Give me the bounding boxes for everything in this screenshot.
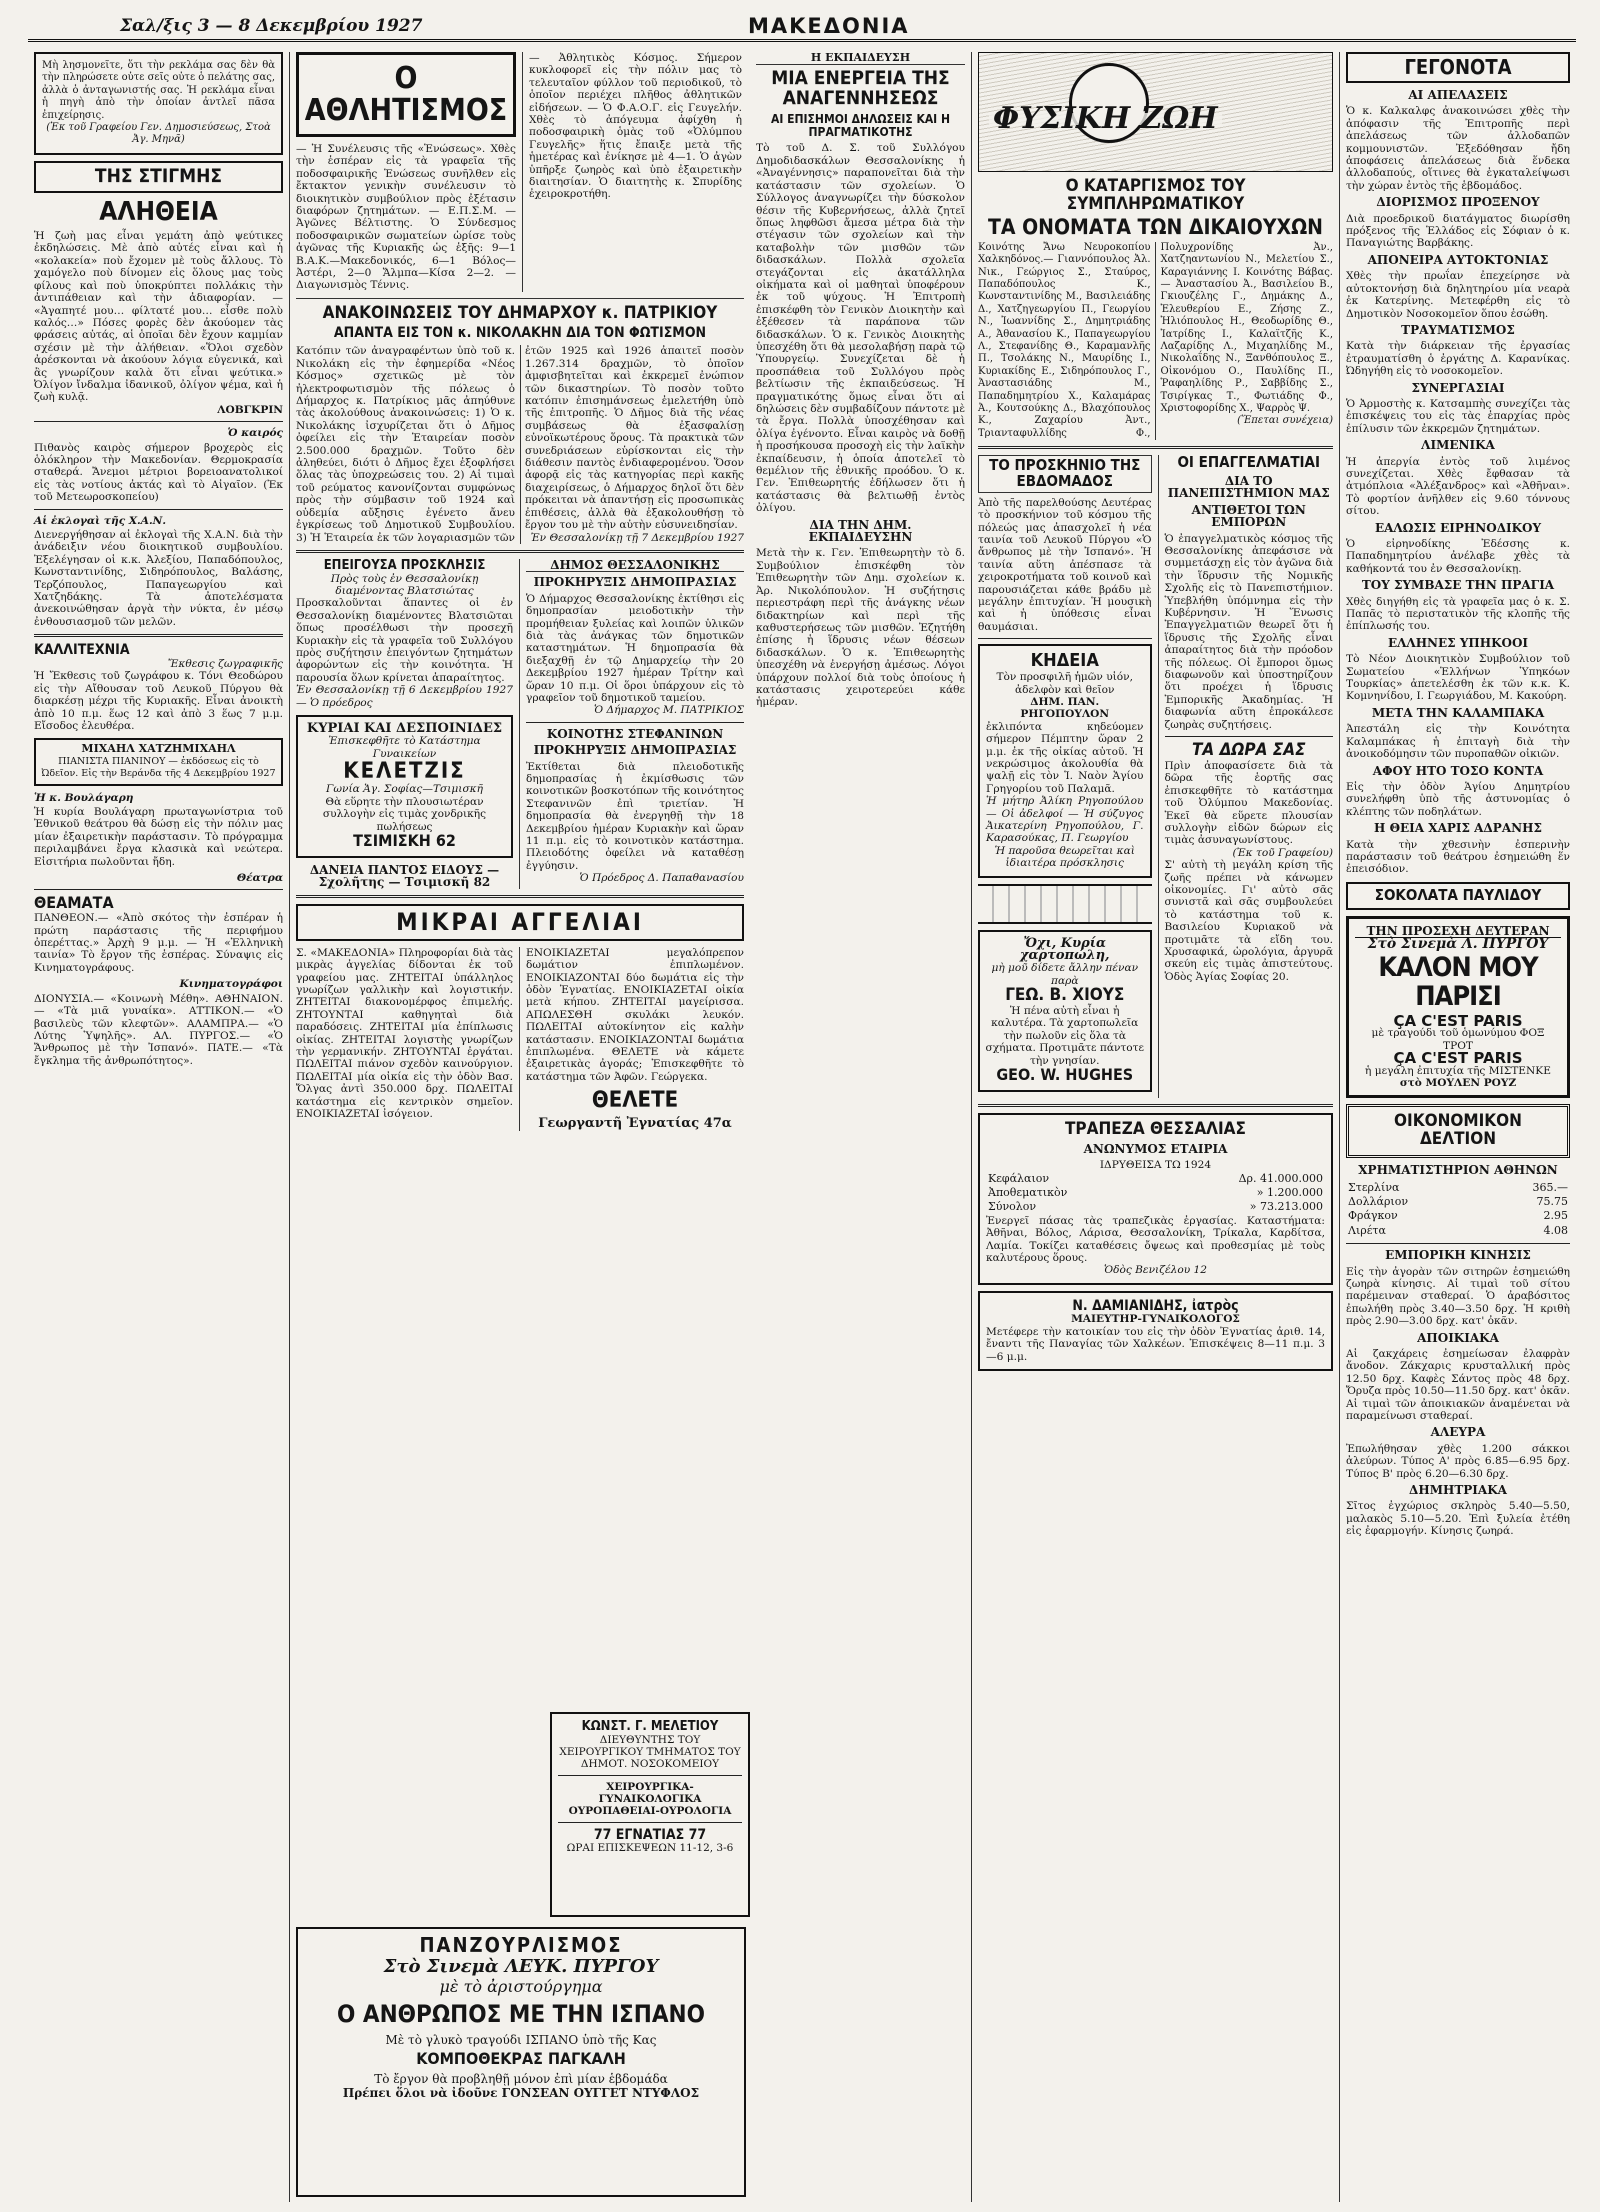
koin-title: ΚΟΙΝΟΤΗΣ ΣΤΕΦΑΝΙΝΩΝ bbox=[546, 726, 724, 741]
prosklisis-text: Προσκαλοῦνται ἅπαντες οἱ ἐν Θεσσαλονίκῃ διαμένοντες Βλατσιῶται ὅπως προσέλθωσι τὴν προσεχῆ Κυριακὴν εἰς τὰ γραφεῖα τοῦ Συλλόγου πρὸς συζήτησιν ἐπειγόντων ζητημάτων ἀφορώντων εἰς τὴν κοινότητα. Ἡ παρουσία ὅλων κρίνεται ἀπαραίτητος. bbox=[296, 597, 513, 684]
kyries-address-2: ΤΣΙΜΙΣΚΗ 62 bbox=[353, 830, 456, 850]
oikonomiko-title: ΟΙΚΟΝΟΜΙΚΟΝ ΔΕΛΤΙΟΝ bbox=[1346, 1104, 1570, 1158]
alitheia-signature: ΛΟΒΓΚΡΙΝ bbox=[217, 403, 283, 416]
dimitriaka-title: ΔΗΜΗΤΡΙΑΚΑ bbox=[1409, 1483, 1507, 1498]
kyries-address: Γωνία Ἁγ. Σοφίας—Τσιμισκῆ bbox=[326, 783, 483, 796]
sport-left-text: — Ἡ Συνέλευσις τῆς «Ἑνώσεως». Χθὲς τὴν ἑσπέραν εἰς τὰ γραφεῖα τῆς ποδοσφαιρικῆς Ἑνώσεως συνῆλθεν εἰς ἔκτακτον γενικὴν συνέλευσιν τὸ διοικητικὸν συμβούλιον πρὸς ἐξέτασιν διαφόρων ζητημάτων. — Ε.Π.Σ.Μ. — Ἀγῶνες Βέλτιστης. Ὁ Σύνδεσμος ποδοσφαιρικῶν σωματείων ὡρίσε τοὺς ἀγῶνας τῆς Κυριακῆς ὡς ἑξῆς: 9—1 Β.Α.Κ.—Μακεδονικός, 6—1 Βόλος—Ἀστέρι, 2—0 Ἄλμπα—Κίσα 2—2. — Διαγωνισμὸς Τέννις. bbox=[296, 143, 516, 292]
ekpaid-subtitle: ΑΙ ΕΠΙΣΗΜΟΙ ΔΗΛΩΣΕΙΣ ΚΑΙ Η ΠΡΑΓΜΑΤΙΚΟΤΗΣ bbox=[770, 112, 950, 139]
dikaiouxoi-subtitle: ΤΑ ΟΝΟΜΑΤΑ ΤΩΝ ΔΙΚΑΙΟΥΧΩΝ bbox=[988, 214, 1323, 239]
table-cell-value: Δρ. 41.000.000 bbox=[1238, 1171, 1323, 1185]
col4-lower-right bbox=[1158, 455, 1334, 1098]
table-cell-label: Ἀποθεματικὸν bbox=[988, 1185, 1068, 1199]
cinema-ad-line-5: Πρέπει ὅλοι νὰ ἰδοῦνε ΓΟΝΣΕΑΝ ΟΥΓΓΕΤ ΝΤΥΦΛΟΣ bbox=[342, 2085, 700, 2100]
gegonota-item-text: Ὁ κ. Καλκαλφς ἀνακοινώσει χθὲς τὴν ἀπόφασιν τῆς Ἐπιτροπῆς περὶ ἀπελάσεως τῶν ἀλλοδαπῶν κομμουνιστῶν. Ἐξεδόθησαν ἤδη ἀποφάσεις ἀπελάσεως διὰ ἕνδεκα ἀλλοδαπούς, οἵτινες θὰ ἐγκαταλείψωσι τὴν χώραν ἐντὸς τῆς ἑβδομάδος. bbox=[1346, 105, 1570, 192]
column-1 bbox=[28, 52, 290, 2202]
table-cell-label: Σύνολον bbox=[988, 1200, 1037, 1214]
doctor-address: 77 ΕΓΝΑΤΙΑΣ 77 bbox=[593, 1826, 707, 1843]
prosklisis-subtitle: Πρὸς τοὺς ἐν Θεσσαλονίκῃ διαμένοντας Βλατσιώτας bbox=[330, 572, 479, 597]
table-row bbox=[1346, 1209, 1570, 1223]
proskinio-text: Ἀπὸ τῆς παρελθούσης Δευτέρας τὸ προσκήνιον τοῦ κόσμου τῆς πόλεώς μας ἀπασχολεῖ ἡ νέα ταινία τοῦ Λευκοῦ Πύργου «Ὁ ἄνθρωπος μὲ τὴν Ἰσπανό». Ἡ ταινία αὕτη ἀπέσπασε τὰ χειροκροτήματα τοῦ κοινοῦ καὶ παρουσιάζεται κάθε βράδυ μὲ μεγάλην ἐπιτυχίαν. Ἡ μουσικὴ καὶ ἡ ὑπόθεσις εἶναι θαυμάσιαι. bbox=[978, 496, 1152, 633]
gegonota-item-title: ΜΕΤΑ ΤΗΝ ΚΑΛΑΜΠΑΚΑ bbox=[1371, 705, 1545, 720]
table-row bbox=[986, 1186, 1325, 1200]
sport-section bbox=[296, 52, 744, 299]
alitheia-text: Ἡ ζωὴ μας εἶναι γεμάτη ἀπὸ ψεύτικες ἐκδηλώσεις. Μὲ ἀπὸ αὐτές εἶναι καὶ ἡ «κολακεία» ποὺ ἔχομεν μὲ τοὺς ἄλλους. Τὸ χαμόγελο ποὺ δίνομεν εἰς ὅλους μας τοὺς φίλους καὶ ποὺ ὑποκρύπτει πολλάκις τὴν ἀντιπάθειαν καὶ τὴν ἀδιαφορίαν. — «Ἀγαπητέ μου… φίλτατέ μου… εἶσθε πολὺ καλός…» Πόσες φορὲς δὲν ἀκούομεν τὰς φράσεις αὐτάς, αἱ ὁποῖαι δὲν ἔχουν καμμίαν σχέσιν μὲ τὴν ἀλήθειαν. «Ὅλοι σχεδὸν ἀρέσκονται νὰ ἀκούουν λόγια εὐγενικά, καὶ ἂς γνωρίζουν καλὰ ὅτι εἶναι ψεύτικα.» Ὀλίγον ἴνδαλμα ἰδανικοῦ, ὀλίγον ψέμα, καὶ ἡ ζωὴ κυλᾷ. bbox=[34, 230, 283, 404]
kideia-family: Ἡ μήτηρ Ἀλίκη Ρηγοπούλου — Οἱ ἀδελφοί — Ἡ σύζυγος Ἀικατερίνη Ρηγοπούλου, Γ. Καρασούκας, Π. Γεωργίου bbox=[986, 795, 1144, 845]
ekpaid-text-2: Μετὰ τὴν κ. Γεν. Ἐπιθεωρητὴν τὸ δ. Συμβούλιον ἐπισκέφθη τὸν Ἐπιθεωρητὴν τῶν Δημ. σχολείων κ. Ἀρ. Νικολόπουλον. Ἡ συζήτησις περιεστράφη περὶ τῆς ἀνάγκης νέων διδακτηρίων καὶ περὶ τῆς καθυστερήσεως τῶν μισθῶν. Ἐζητήθη ἐπίσης ἡ ἵδρυσις νέων θέσεων διδασκάλων. Ὁ κ. Ἐπιθεωρητὴς ὑπεσχέθη νὰ ἐνεργήσῃ ἀμέσως. Λόγοι ὑπάρχουν πολλοί διὰ τοὺς ὁποίους ἡ κατάστασις χειροτερεύει κάθε ἡμέραν. bbox=[756, 547, 965, 709]
pyrgos-ad bbox=[1346, 916, 1570, 1099]
dimitriaka-text: Σῖτος ἐγχώριος σκληρὸς 5.40—5.50, μαλακὸς 5.10—5.20. Ἐπὶ ξυλεία ἐτέθη εἰς ἐφαρμογήν. Κίνησις ζωηρά. bbox=[1346, 1500, 1570, 1538]
xartop-title: Ὄχι, Κυρία χαρτοπώλη, bbox=[1019, 935, 1110, 963]
fysiki-zoi-banner bbox=[978, 52, 1333, 172]
cinema-ad-line-2: μὲ τὸ ἀριστούργημα bbox=[439, 1977, 603, 1996]
cinema-list: ΔΙΟΝΥΣΙΑ.— «Κοινωνὴ Μέθη». ΑΘΗΝΑΙΟΝ.— «Τὰ μιᾶ γυναίκα». ΑΤΤΙΚΟΝ.— «Ὁ βασιλεὺς τῶν κλεφτῶν». ΑΛΑΜΠΡΑ.— «Ὁ Λύτης Ὑψηλῆς». ΑΛ. ΠΥΡΓΟΣ.— «Ὁ Ἄνθρωπος μὲ τὴν Ἰσπανό». ΠΑΤΕ.— «Τὰ ἔγκλημα τῆς ἀνθρωπότητος». bbox=[34, 992, 283, 1067]
dora-source: (Ἐκ τοῦ Γραφείου) bbox=[1232, 846, 1333, 859]
damianidis-ad bbox=[978, 1291, 1333, 1371]
dora-text-2: Σ' αὐτὴ τὴ μεγάλη κρίση τῆς ζωῆς πρέπει νὰ κάνωμεν οἰκονομίες. Γι' αὐτὸ σᾶς συνιστᾶ καὶ σᾶς συμβουλεύει τὸ κατάστημα τοῦ κ. Βασιλείου Κυριακοῦ νὰ προτιμᾶτε τὰ εἴδη του. Χρυσαφικά, ὡρολόγια, ἀργυρᾶ σκεύη εἰς τιμὰς ἀπιστεύτους. Ὁδὸς Ἁγίας Σοφίας 20. bbox=[1164, 859, 1333, 983]
gegonota-item-text: Ὁ Ἀρμοστὴς κ. Κατσαμπὴς συνεχίζει τὰς ἐπισκέψεις του εἰς τὰς ἐπαρχίας πρὸς ἐπίλυσιν τῶν ἐκκρεμῶν ζητημάτων. bbox=[1346, 397, 1570, 435]
gegonota-item-text: Εἰς τὴν ὁδὸν Ἁγίου Δημητρίου συνελήφθη ὑπὸ τῆς ἀστυνομίας ὁ κλέπτης τῶν ποδηλάτων. bbox=[1346, 780, 1570, 818]
daneia-ad: ΔΑΝΕΙΑ ΠΑΝΤΟΣ ΕΙΔΟΥΣ — Σχολῆτης — Τσιμισκῆ 82 bbox=[309, 862, 500, 890]
recital-ad bbox=[34, 738, 283, 785]
cinema-ad-line-4: Τὸ ἔργον θὰ προβληθῇ μόνον ἐπὶ μίαν ἑβδομάδα bbox=[374, 2071, 668, 2086]
doctor-name: ΚΩΝΣΤ. Γ. ΜΕΛΕΤΙΟΥ bbox=[581, 1719, 719, 1734]
epagg-subtitle-2: ΑΝΤΙΘΕΤΟΙ ΤΩΝ ΕΜΠΟΡΩΝ bbox=[1191, 502, 1306, 530]
kideia-name: ΔΗΜ. ΠΑΝ. ΡΗΓΟΠΟΥΛΟΝ bbox=[1020, 695, 1110, 721]
theatro-subtitle: Θέατρα bbox=[236, 872, 283, 885]
col4-lower bbox=[978, 455, 1333, 1098]
cinema-ad bbox=[296, 1927, 746, 2197]
cinema-ad-title: ΠΑΝΖΟΥΡΛΙΣΜΟΣ bbox=[419, 1933, 623, 1957]
trapeza-ad bbox=[978, 1113, 1333, 1285]
gegonota-item-text: Κατὰ τὴν διάρκειαν τῆς ἐργασίας ἐτραυματίσθη ὁ ἐργάτης Δ. Καρανίκας. Ὠδηγήθη εἰς τὸ νοσοκομεῖον. bbox=[1346, 340, 1570, 378]
table-cell-value: 365.— bbox=[1532, 1180, 1568, 1194]
doctor-line-3: ΟΥΡΟΠΑΘΕΙΑΙ-ΟΥΡΟΛΟΓΙΑ bbox=[568, 1804, 732, 1817]
dikaiouxoi-cont: (Ἕπεται συνέχεια) bbox=[1237, 415, 1333, 427]
sport-title: Ο ΑΘΛΗΤΙΣΜΟΣ bbox=[296, 52, 516, 137]
xartop-subtitle: μὴ μοῦ δίδετε ἄλλην πέναν παρὰ bbox=[991, 962, 1139, 987]
damianidis-text: Μετέφερε τὴν κατοικίαν του εἰς τὴν ὁδὸν Ἐγνατίας ἀριθ. 14, ἔναντι τῆς Παναγίας τῶν Χαλκέων. Ἐπισκέψεις 8—11 π.μ. 3—6 μ.μ. bbox=[986, 1325, 1325, 1363]
table-row bbox=[986, 1200, 1325, 1214]
theamata-title: ΘΕΑΜΑΤΑ bbox=[34, 893, 114, 913]
dora-title: ΤΑ ΔΩΡΑ ΣΑΣ bbox=[1191, 740, 1306, 761]
trapeza-address: Ὁδὸς Βενιζέλου 12 bbox=[1103, 1264, 1208, 1277]
notices-left bbox=[296, 559, 513, 889]
notices-row bbox=[296, 559, 744, 889]
sport-right-text: — Ἀθλητικὸς Κόσμος. Σήμερον κυκλοφορεῖ εἰς τὴν πόλιν μας τὸ τελευταῖον φύλλον τοῦ περιοδικοῦ, τὸ ὁποῖον περιέχει πλῆθος ἀθλητικῶν εἰδήσεων. — Ὁ Φ.Α.Ο.Γ. εἰς Γευγελήν. Χθὲς τὸ ἀπόγευμα ἀφίχθη ἡ ποδοσφαιρικὴ ὁμὰς τοῦ «Ὀλύμπου Γευγελῆς» ἥτις ἔπαιξε μετὰ τῆς ἡμετέρας καὶ ἐνίκησε μὲ 4—1. Ὁ ἀγὼν ὑπῆρξε ζωηρὸς καὶ ὑπὸ ἐξαιρετικὴν διαιτησίαν. Ὁ διαιτητὴς κ. Σπυρίδης ἐχειροκροτήθη. bbox=[529, 52, 742, 201]
dimos-title: ΔΗΜΟΣ ΘΕΣΣΑΛΟΝΙΚΗΣ bbox=[526, 559, 744, 572]
cinema-ad-line-1: Στὸ Σινεμὰ ΛΕΥΚ. ΠΥΡΓΟΥ bbox=[383, 1956, 659, 1977]
kideia-notice bbox=[978, 644, 1152, 877]
newspaper-page bbox=[28, 12, 1576, 2202]
table-cell-value: » 1.200.000 bbox=[1256, 1185, 1323, 1199]
col4-lower-left bbox=[978, 455, 1152, 1098]
kyries-name: ΚΕΛΕΤΖΙΣ bbox=[343, 759, 466, 785]
cinema-ad-singer: ΚΟΜΠΟΘΕΚΡΑΣ ΠΑΓΚΑΛΗ bbox=[416, 2049, 626, 2069]
alevra-text: Ἐπωλήθησαν χθὲς 1.200 σάκκοι ἀλεύρων. Τύπος Α' πρὸς 6.85—6.95 δρχ. Τύπος Β' πρὸς 6.20—6.30 δρχ. bbox=[1346, 1442, 1570, 1480]
ekpaid-title: ΜΙΑ ΕΝΕΡΓΕΙΑ ΤΗΣ ΑΝΑΓΕΝΝΗΣΕΩΣ bbox=[771, 67, 950, 110]
symplirom-headline: Ο ΚΑΤΑΡΓΙΣΜΟΣ ΤΟΥ ΣΥΜΠΛΗΡΩΜΑΤΙΚΟΥ bbox=[1065, 176, 1246, 214]
gegonota-title: ΓΕΓΟΝΟΤΑ bbox=[1346, 52, 1570, 83]
newspaper-title: ΜΑΚΕΔΟΝΙΑ bbox=[748, 14, 910, 38]
recital-name: ΜΙΧΑΗΛ ΧΑΤΖΗΜΙΧΑΗΛ bbox=[81, 742, 236, 756]
dora-text: Πρὶν ἀποφασίσετε διὰ τὰ δῶρα τῆς ἑορτῆς σας ἐπισκεφθῆτε τὸ κατάστημα τοῦ Ὀλύμπου Μακεδονίας. Ἐκεῖ θὰ εὕρετε πλουσίαν συλλογὴν εἰδῶν δώρων εἰς τιμὰς ἀσυναγωνίστους. bbox=[1164, 759, 1333, 847]
kinimatografoi-title: Κινηματογράφοι bbox=[179, 978, 283, 991]
gegonota-item-text: Κατὰ τὴν χθεσινὴν ἐσπερινὴν παράστασιν τοῦ θεάτρου ἐσημειώθη ἕν ἐπεισόδιον. bbox=[1346, 838, 1570, 876]
issue-date: Σαλ/ξις 3 — 8 Δεκεμβρίου 1927 bbox=[120, 16, 423, 36]
georg-ad: Γεωργαντῆ Ἐγνατίας 47α bbox=[538, 1116, 732, 1132]
exchange-rates-table bbox=[1346, 1181, 1570, 1239]
cinema-ad-film: Ο ΑΝΘΡΩΠΟΣ ΜΕ ΤΗΝ ΙΣΠΑΝΟ bbox=[337, 2000, 705, 2028]
gegonota-item-title: Η ΘΕΙΑ ΧΑΡΙΣ ΑΔΡΑΝΗΣ bbox=[1374, 821, 1542, 836]
kideia-subtitle: Τὸν προσφιλῆ ἡμῶν υἱόν, ἀδελφὸν καὶ θεῖον bbox=[996, 671, 1133, 696]
quote-box bbox=[34, 52, 283, 155]
table-row bbox=[1346, 1181, 1570, 1195]
table-cell-value: » 73.213.000 bbox=[1249, 1200, 1323, 1214]
trapeza-title: ΤΡΑΠΕΖΑ ΘΕΣΣΑΛΙΑΣ bbox=[1065, 1118, 1246, 1139]
xan-title: Αἱ ἐκλογαὶ τῆς Χ.Α.Ν. bbox=[34, 514, 167, 527]
damianidis-name: Ν. ΔΑΜΙΑΝΙΔΗΣ, ἰατρὸς bbox=[1072, 1297, 1239, 1314]
notices-right bbox=[519, 559, 744, 889]
koin-signature: Ὁ Πρόεδρος Δ. Παπαθανασίου bbox=[579, 872, 744, 885]
prosklisis-title: ΕΠΕΙΓΟΥΣΑ ΠΡΟΣΚΛΗΣΙΣ bbox=[323, 557, 486, 573]
pyrgos-line-3: μὲ τραγούδι τοῦ ὁμωνύμου ΦΟΞ ΤΡΟΤ bbox=[1371, 1027, 1545, 1052]
xan-text: Διενεργήθησαν αἱ ἐκλογαὶ τῆς Χ.Α.Ν. διὰ τὴν ἀνάδειξιν νέου διοικητικοῦ συμβουλίου. Ἐξελέγησαν οἱ κ.κ. Ἀλεξίου, Παπαδόπουλος, Κωνσταντινίδης, Σιδηρόπουλος, Βαλάσης, Τερζόπουλος, Παπαγεωργίου καὶ Χατζηδάκης. Τὰ ἀποτελέσματα ἀνεκοινώθησαν ἀργὰ τὴν νύκτα, ἐν μέσῳ ἐνθουσιασμοῦ τῶν μελῶν. bbox=[34, 529, 283, 628]
mayor-text: Κατόπιν τῶν ἀναγραφέντων ὑπὸ τοῦ κ. Νικολάκη εἰς τὴν ἐφημερίδα «Νέος Κόσμος» σχετικῶς μὲ τὸν ἠλεκτροφωτισμὸν τῆς πόλεως ὁ Δήμαρχος κ. Πατρίκιος μᾶς ἀπηύθυνε τὰς ἀκολούθους ἀνακοινώσεις: 1) Ὁ κ. Νικολάκης ἰσχυρίζεται ὅτι ὁ Δῆμος ὀφείλει εἰς τὴν Ἑταιρείαν ποσὸν 2.500.000 δραχμῶν. Τοῦτο δὲν ἀληθεύει, διότι ὁ Δῆμος ἔχει ἐξοφλήσει ὅλας τὰς ὑποχρεώσεις του. 2) Αἱ τιμαὶ τοῦ ρεύματος κανονίζονται συμφώνως πρὸς τὴν σύμβασιν τοῦ 1924 καὶ οὐδεμία αὔξησις ἐγένετο ἄνευ ἐγκρίσεως τοῦ Δημοτικοῦ Συμβουλίου. 3) Ἡ Ἑταιρεία ἐκ τῶν λογαριασμῶν τῶν ἐτῶν 1925 καὶ 1926 ἀπαιτεῖ ποσὸν 1.267.314 δραχμῶν, τὸ ὁποῖον ἀμφισβητεῖται καὶ ἐκκρεμεῖ ἐνώπιον τῶν δικαστηρίων. Τὸ ποσὸν τοῦτο κατόπιν ἐπισημάνσεως ἐμελετήθη ὑπὸ τῆς ἐπιτροπῆς. Ὁ Δῆμος διὰ τῆς νέας συμβάσεως θὰ ἐξασφαλίσῃ εὐνοϊκωτέρους ὅρους. Τὰ πρακτικὰ τῶν συνεδριάσεων εὑρίσκονται εἰς τὴν διάθεσιν παντὸς ἐνδιαφερομένου. Ὅσον ἀφορᾷ εἰς τὰς κατηγορίας περὶ κακῆς διαχειρίσεως, ὁ Δήμαρχος δηλοῖ ὅτι δὲν πρόκειται νὰ ἀπαντήσῃ εἰς προσωπικὰς ἐπιθέσεις, ἀλλὰ θὰ ἐξακολουθήσῃ τὸ ἔργον του μὲ τὴν αὐτὴν εὐσυνειδησίαν. bbox=[296, 345, 744, 544]
mikres-left: Σ. «ΜΑΚΕΔΟΝΙΑ» Πληροφορίαι διὰ τὰς μικρὰς ἀγγελίας δίδονται ἐκ τοῦ γραφείου μας. ΖΗΤΕΙΤΑΙ ὑπάλληλος γνωρίζων γαλλικὴν καὶ λογιστικήν. ΖΗΤΕΙΤΑΙ διακονομέρφος ἐπιμελής. ΖΗΤΟΥΝΤΑΙ καθηγηταὶ διὰ παραδόσεις. ΖΗΤΕΙΤΑΙ μία ἐπίπλωσις οἰκίας. ΖΗΤΕΙΤΑΙ λογιστὴς γνωρίζων τὴν γερμανικήν. ΖΗΤΟΥΝΤΑΙ ἐργάται. ΠΩΛΕΙΤΑΙ πιάνον σχεδὸν καινούργιον. ΠΩΛΕΙΤΑΙ μία οἰκία εἰς τὴν ὁδὸν Βασ. Ὄλγας ἀντὶ 350.000 δρχ. ΠΩΛΕΙΤΑΙ κατάστημα εἰς κεντρικὸν σημεῖον. ΕΝΟΙΚΙΑΖΕΤΑΙ ἰσόγειον. bbox=[296, 946, 513, 1121]
xartop-brand-2: GEO. W. HUGHES bbox=[996, 1065, 1134, 1085]
mikres-right bbox=[519, 947, 744, 1131]
kyries-text: Θὰ εὕρητε τὴν πλουσιωτέραν συλλογὴν εἰς τιμὰς χονδρικῆς πωλήσεως bbox=[322, 795, 487, 833]
kyries-ad bbox=[296, 715, 513, 858]
column-5 bbox=[1340, 52, 1576, 2202]
alitheia-title: ΑΛΗΘΕΙΑ bbox=[99, 196, 218, 227]
recital-text: ΠΙΑΝΙΣΤΑ ΠΙΑΝΙΝΟΥ — ἐκδόσεως εἰς τὸ Ὠδεῖον. Εἰς τὴν Βεράνδα τῆς 4 Δεκεμβρίου 1927 bbox=[41, 755, 276, 780]
doctor-line-1: ΔΙΕΥΘΥΝΤΗΣ ΤΟΥ ΧΕΙΡΟΥΡΓΙΚΟΥ ΤΜΗΜΑΤΟΣ ΤΟΥ ΔΗΜΟΤ. ΝΟΣΟΚΟΜΕΙΟΥ bbox=[559, 1733, 741, 1770]
epagg-title: ΟΙ ΕΠΑΓΓΕΛΜΑΤΙΑΙ bbox=[1177, 453, 1321, 472]
emporiki-title: ΕΜΠΟΡΙΚΗ ΚΙΝΗΣΙΣ bbox=[1385, 1248, 1531, 1263]
kallitexnia-subtitle: Ἔκθεσις ζωγραφικῆς bbox=[167, 657, 283, 670]
dikaiouxoi-text: Κοινότης Ἄνω Νευροκοπίου Χαλκηδόνος.— Γιαννόπουλος Ἀλ. Νικ., Γεώργιος Σ., Σταύρος, Παπαδόπουλος Κ., Κωνσταντινίδης Μ., Βασιλειάδης Δ., Χατζηγεωργίου Π., Γεωργίου Ν., Ἰωαννίδης Σ., Δημητριάδης Α., Ἀθανασίου Κ., Παπαγεωργίου Λ., Στεφανίδης Θ., Καραμανλῆς Π., Τσολάκης Ν., Μαυρίδης Ι., Κυριακίδης Ε., Σιδηρόπουλος Γ., Ἀναστασιάδης Μ., Παπαδημητρίου Χ., Καλαμάρας Ἀ., Κουτσούκης Δ., Βλαχόπουλος Κ., Ζαχαρίου Ἀντ., Τριανταφυλλίδης Φ., Πολυχρονίδης Ἀν., Χατζηαντωνίου Ν., Μελετίου Σ., Καραγιάννης Ι. Κοινότης Βάβας.— Ἀναστασίου Ἀ., Βασιλείου Β., Γκιουζέλης Γ., Δημάκης Δ., Ἐλευθερίου Ε., Ζήσης Ζ., Ἠλιόπουλος Η., Θεοδωρίδης Θ., Ἰατρίδης Ι., Καλαϊτζῆς Κ., Λαζαρίδης Λ., Μιχαηλίδης Μ., Νικολαΐδης Ν., Ξανθόπουλος Ξ., Οἰκονόμου Ο., Παυλίδης Π., Ῥαφαηλίδης Ρ., Σαββίδης Σ., Τσιρίγκας Τ., Φωτιάδης Φ., Χριστοφορίδης Χ., Ψαρρὸς Ψ. bbox=[978, 241, 1333, 439]
cinema-ad-line-3: Μὲ τὸ γλυκὸ τραγούδι ΙΣΠΑΝΟ ὑπὸ τῆς Κας bbox=[385, 2033, 657, 2048]
theamata-text: ΠΑΝΘΕΟΝ.— «Ἀπὸ σκότος τὴν ἐσπέραν ἡ πρώτη παράστασις τῆς περιφήμου ὀπερέττας.» Ἀρχὴ 9 μ.μ. — Ἡ «Ἑλληνικὴ ταινία» Τὸ ἔργον τῆς ἑσπέρας. Σύναψις εἰς Κινηματογράφους. bbox=[34, 912, 283, 974]
column-3 bbox=[750, 52, 972, 2202]
dimos-text: Ὁ Δήμαρχος Θεσσαλονίκης ἐκτίθησι εἰς δημοπρασίαν μειοδοτικὴν τὴν προμήθειαν ξυλείας καὶ λοιπῶν ὑλικῶν διὰ τὰς ἀνάγκας τῶν δημοτικῶν καταστημάτων. Ἡ δημοπρασία θὰ διεξαχθῇ ἐν τῷ Δημαρχείῳ τὴν 20 Δεκεμβρίου 1927 ἡμέραν Τρίτην καὶ ὥραν 10 π.μ. Οἱ ὅροι ὑπάρχουν εἰς τὸ γραφεῖον τοῦ δημοτικοῦ ταμείου. bbox=[526, 592, 744, 704]
trapeza-subtitle: ΑΝΩΝΥΜΟΣ ΕΤΑΙΡΙΑ bbox=[1083, 1141, 1228, 1156]
pyrgos-line-1: ΤΗΝ ΠΡΟΣΕΧΗ ΔΕΥΤΕΡΑΝ bbox=[1355, 925, 1561, 938]
dimos-signature: Ὁ Δήμαρχος Μ. ΠΑΤΡΙΚΙΟΣ bbox=[594, 704, 744, 717]
gegonota-item-text: Ἡ ἀπεργία ἐντὸς τοῦ λιμένος συνεχίζεται. Χθὲς ἔφθασαν τὰ ἀτμόπλοια «Ἀλέξανδρος» καὶ «Ἀθῆναι». Τὸ φορτίον ἀνῆλθεν εἰς 9.60 τόννους σίτου. bbox=[1346, 455, 1570, 518]
dikaiouxoi-body bbox=[978, 242, 1333, 441]
kallitexnia-text: Ἡ Ἔκθεσις τοῦ ζωγράφου κ. Τόνι Θεοδώρου εἰς τὴν Αἴθουσαν τοῦ Λευκοῦ Πύργου θὰ διαρκέσῃ μέχρι τῆς Κυριακῆς. Εἶναι ἀνοικτὴ ἀπὸ 10 π.μ. ἕως 12 καὶ ἀπὸ 3 ἕως 7 μ.μ. Εἴσοδος ἐλευθέρα. bbox=[34, 670, 283, 732]
table-row bbox=[1346, 1224, 1570, 1238]
gegonota-item-text: Διὰ προεδρικοῦ διατάγματος διωρίσθη πρόξενος τῆς Ἑλλάδος εἰς Σόφιαν ὁ κ. Παναγιώτης Βαρβάκης. bbox=[1346, 212, 1570, 250]
proskinio-title: ΤΟ ΠΡΟΣΚΗΝΙΟ ΤΗΣ ΕΒΔΟΜΑΔΟΣ bbox=[978, 455, 1152, 493]
mayor-title: ΑΝΑΚΟΙΝΩΣΕΙΣ ΤΟΥ ΔΗΜΑΡΧΟΥ κ. ΠΑΤΡΙΚΙΟΥ bbox=[322, 302, 718, 323]
epagg-text: Ὁ ἐπαγγελματικὸς κόσμος τῆς Θεσσαλονίκης ἀπεφάσισε νὰ συμμετάσχῃ εἰς τὸν ἀγῶνα διὰ τὴν ἵδρυσιν τῆς Νομικῆς Σχολῆς εἰς τὸ Πανεπιστήμιον. Ὑπεβλήθη ὑπόμνημα εἰς τὴν Κυβέρνησιν. Ἡ Ἕνωσις Ἐπαγγελματιῶν θεωρεῖ ὅτι ἡ ἵδρυσις τῆς Σχολῆς εἶναι ἀπαραίτητος διὰ τὴν πρόοδον τῆς πόλεως. Οἱ ἔμποροι ὅμως διαφωνοῦν καὶ ὑποστηρίζουν ὅτι προέχει ἡ ἵδρυσις Ἐμπορικῆς Ἀκαδημίας. Ἡ διαφωνία αὕτη ἐπροκάλεσε ζωηρὰς συζητήσεις. bbox=[1164, 532, 1333, 731]
mikres-title: ΜΙΚΡΑΙ ΑΓΓΕΛΙΑΙ bbox=[296, 904, 744, 941]
kideia-note: Ἡ παροῦσα θεωρεῖται καὶ ἰδιαιτέρα πρόσκλησις bbox=[994, 844, 1135, 870]
fysiki-zoi-title: ΦΥΣΙΚΗ ΖΩΗ bbox=[989, 113, 1222, 125]
gegonota-item-text: Τὸ Νέον Διοικητικὸν Συμβούλιον τοῦ Σωματείου «Ἑλλήνων Ὑπηκόων Τουρκίας» ἀπετελέσθη ἐκ τῶν κ.κ. Κ. Κομνηνίδου, Ι. Γεωργιάδου, Μ. Κακούρη. bbox=[1346, 653, 1570, 703]
gegonota-item-title: ΤΟΥ ΣΥΜΒΑΣΕ ΤΗΝ ΠΡΑΓΙΑ bbox=[1361, 578, 1555, 593]
gegonota-item-title: ΕΛΛΗΝΕΣ ΥΠΗΚΟΟΙ bbox=[1387, 635, 1529, 650]
mayor-subtitle: ΑΠΑΝΤΑ ΕΙΣ ΤΟΝ κ. ΝΙΚΟΛΑΚΗΝ ΔΙΑ ΤΟΝ ΦΩΤΙΣΜΟΝ bbox=[333, 324, 707, 341]
doctor-ad bbox=[550, 1712, 750, 1917]
apoikiaka-text: Αἱ ζακχάρεις ἐσημείωσαν ἐλαφρὰν ἄνοδον. Ζάκχαρις κρυσταλλική πρὸς 12.50 δρχ. Καφὲς Σάντος πρὸς 48 δρχ. Ὄρυζα πρὸς 10.50—11.50 δρχ. κατ' ὀκᾶν. Αἱ τιμαὶ τῶν ἀποικιακῶν ἀναμένεται νὰ παραμείνωσι σταθεραί. bbox=[1346, 1348, 1570, 1423]
vouli-text: Ἡ κυρία Βουλάγαρη πρωταγωνίστρια τοῦ Ἐθνικοῦ θεάτρου θὰ δώσῃ εἰς τὴν πόλιν μας μίαν ἐξαιρετικὴν παράστασιν. Τὸ πρόγραμμα περιλαμβάνει ἔργα κλασικὰ καὶ νεώτερα. Εἰσιτήρια πωλοῦνται ἤδη. bbox=[34, 806, 283, 868]
apoikiaka-title: ΑΠΟΙΚΙΑΚΑ bbox=[1417, 1330, 1499, 1345]
table-cell-label: Λιρέτα bbox=[1348, 1223, 1386, 1237]
kairos-text: Πιθανὸς καιρὸς σήμερον βροχερὸς εἰς ὁλόκληρον τὴν Μακεδονίαν. Θερμοκρασία σταθερά. Ἄνεμοι μέτριοι βορειοανατολικοί εἰς τὰς νοτίους ἀκτάς καὶ τὸ Αἰγαῖον. (Ἐκ τοῦ Μετεωροσκοπείου) bbox=[34, 441, 283, 504]
table-cell-value: 4.08 bbox=[1543, 1223, 1568, 1237]
gegonota-item-title: ΑΙ ΑΠΕΛΑΣΕΙΣ bbox=[1408, 88, 1508, 102]
mayor-body bbox=[296, 345, 744, 544]
sokolata-ad: ΣΟΚΟΛΑΤΑ ΠΑΥΛΙΔΟΥ bbox=[1346, 882, 1570, 910]
pen-ad bbox=[978, 930, 1152, 1092]
table-cell-label: Δολλάριον bbox=[1348, 1194, 1409, 1208]
table-cell-value: 2.95 bbox=[1543, 1209, 1568, 1223]
pyrgos-line-5: στὸ ΜΟΥΛΕΝ ΡΟΥΖ bbox=[1399, 1077, 1517, 1090]
gegonota-item-title: ΣΥΝΕΡΓΑΣΙΑΙ bbox=[1411, 380, 1505, 395]
table-row bbox=[1346, 1195, 1570, 1209]
doctor-hours: ΩΡΑΙ ΕΠΙΣΚΕΨΕΩΝ 11-12, 3-6 bbox=[566, 1842, 734, 1855]
pyrgos-line-4: ἡ μεγάλη ἐπιτυχία τῆς ΜΙΣΤΕΝΚΕ bbox=[1365, 1064, 1551, 1077]
koin-subtitle: ΠΡΟΚΗΡΥΞΙΣ ΔΗΜΟΠΡΑΣΙΑΣ bbox=[533, 743, 737, 758]
ekpaid-kicker: Η ΕΚΠΑΙΔΕΥΣΗ bbox=[756, 52, 965, 65]
dimos-subtitle: ΠΡΟΚΗΡΥΞΙΣ ΔΗΜΟΠΡΑΣΙΑΣ bbox=[533, 575, 737, 590]
gegonota-item-text: Ὁ εἰρηνοδίκης Ἐδέσσης κ. Παπαδημητρίου ἀνέλαβε χθὲς τὰ καθήκοντά του ἐν Θεσσαλονίκῃ. bbox=[1346, 538, 1570, 575]
prosklisis-signature: Ἐν Θεσσαλονίκῃ τῇ 6 Δεκεμβρίου 1927 — Ὁ πρόεδρος bbox=[296, 684, 513, 709]
gegonota-item-title: ΔΙΟΡΙΣΜΟΣ ΠΡΟΞΕΝΟΥ bbox=[1376, 195, 1540, 210]
xartop-text: Ἡ πένα αὐτὴ εἶναι ἡ καλυτέρα. Τὰ χαρτοπωλεῖα τὴν πωλοῦν εἰς ὅλα τὰ σχήματα. Προτιμᾶτε πάντοτε τὴν γνησίαν. bbox=[985, 1005, 1145, 1067]
ekpaid-subtitle-2: ΔΙΑ ΤΗΝ ΔΗΜ. ΕΚΠΑΙΔΕΥΣΗΝ bbox=[808, 517, 913, 545]
pyrgos-film-title: ΚΑΛΟΝ ΜΟΥ ΠΑΡΙΣΙ bbox=[1378, 952, 1538, 1012]
kyries-title: ΚΥΡΙΑΙ ΚΑΙ ΔΕΣΠΟΙΝΙΔΕΣ bbox=[306, 721, 503, 737]
alevra-title: ΑΛΕΥΡΑ bbox=[1430, 1425, 1486, 1440]
pen-illustration bbox=[978, 884, 1152, 924]
kideia-text: ἐκλιπόντα κηδεύομεν σήμερον Πέμπτην ὥραν 2 μ.μ. ἐκ τῆς οἰκίας αὐτοῦ. Ἡ νεκρώσιμος ἀκολουθία θὰ ψαλῇ εἰς τὸν Ἱ. Ναὸν Ἁγίου Γρηγορίου τοῦ Παλαμᾶ. bbox=[986, 720, 1144, 795]
kideia-title: ΚΗΔΕΙΑ bbox=[1030, 650, 1099, 672]
gegonota-item-title: ΤΡΑΥΜΑΤΙΣΜΟΣ bbox=[1401, 322, 1515, 337]
gegonota-item-text: Χθὲς διηγήθη εἰς τὰ γραφεῖα μας ὁ κ. Σ. Παπᾶς τὸ περιστατικὸν τῆς κλοπῆς τῆς ἐπίπλωσής του. bbox=[1346, 595, 1570, 633]
table-row bbox=[986, 1172, 1325, 1186]
table-cell-label: Φράγκον bbox=[1348, 1209, 1398, 1223]
doctor-line-2: ΧΕΙΡΟΥΡΓΙΚΑ-ΓΥΝΑΙΚΟΛΟΓΙΚΑ bbox=[598, 1780, 702, 1805]
mayor-signature: Ἐν Θεσσαλονίκῃ τῇ 7 Δεκεμβρίου 1927 bbox=[530, 531, 744, 544]
table-cell-label: Στερλίνα bbox=[1348, 1180, 1400, 1194]
epagg-subtitle: ΔΙΑ ΤΟ ΠΑΝΕΠΙΣΤΗΜΙΟΝ ΜΑΣ bbox=[1167, 473, 1330, 501]
vouli-title: Ἡ κ. Βουλάγαρη bbox=[34, 791, 134, 804]
pyrgos-line-2: Στὸ Σινεμὰ Λ. ΠΥΡΓΟΥ bbox=[1367, 935, 1549, 952]
xartop-brand: ΓΕΩ. Β. ΧΙΟΥΣ bbox=[1005, 985, 1125, 1006]
pyrgos-french-1: ÇA C'EST PARIS bbox=[1393, 1012, 1523, 1030]
gegonota-item-text: Χθὲς τὴν πρωΐαν ἐπεχείρησε νὰ αὐτοκτονήσῃ διὰ δηλητηρίου μία νεαρὰ ἐκ Κατερίνης. Μετεφέρθη εἰς τὸ Δημοτικὸν Νοσοκομεῖον ὅπου ἐσώθη. bbox=[1346, 270, 1570, 320]
mikres-mid: ΕΝΟΙΚΙΑΖΕΤΑΙ μεγαλόπρεπον δωμάτιον ἐπιπλωμένον. ΕΝΟΙΚΙΑΖΟΝΤΑΙ δύο δωμάτια εἰς τὴν ὁδὸν Ἐγνατίας. ΕΝΟΙΚΙΑΖΕΤΑΙ οἰκία μετὰ κήπου. ΖΗΤΕΙΤΑΙ μαγείρισσα. ΑΠΩΛΕΣΘΗ σκυλάκι λευκόν. ΠΩΛΕΙΤΑΙ αὐτοκίνητον εἰς καλὴν κατάστασιν. ΕΝΟΙΚΙΑΖΟΝΤΑΙ δωμάτια ἐπιπλωμένα. ΘΕΛΕΤΕ νὰ κάμετε ἐξαιρετικὰς ἀγοράς; Ἐπισκεφθῆτε τὸ κατάστημα τῶν Ἀφῶν. Γεώργεκα. bbox=[526, 946, 744, 1083]
pyrgos-french-2: ÇA C'EST PARIS bbox=[1393, 1049, 1523, 1068]
gegonota-item-title: ΕΑΛΩΣΙΣ ΕΙΡΗΝΟΔΙΚΟΥ bbox=[1374, 520, 1542, 535]
gegonota-item-title: ΛΙΜΕΝΙΚΑ bbox=[1421, 438, 1495, 453]
table-cell-label: Κεφάλαιον bbox=[988, 1171, 1050, 1185]
ekpaid-text: Τὸ τοῦ Δ. Σ. τοῦ Συλλόγου Δημοδιδασκάλων Θεσσαλονίκης ἡ «Ἀναγέννησις» παραπονεῖται διὰ τὴν κατάστασιν τῶν σχολείων. Ὁ Σύλλογος ἀναγνωρίζει τὴν δύσκολον θέσιν τῆς Κυβερνήσεως, ἀλλὰ ζητεῖ ὅπως ληφθῶσι ἄμεσα μέτρα διὰ τὴν στέγασιν τῶν σχολείων καὶ τὴν καταβολὴν τῶν μισθῶν τῶν διδασκάλων. Πολλὰ σχολεῖα στεγάζονται εἰς ἀκατάλληλα οἰκήματα καὶ οἱ μαθηταὶ ὑποφέρουν ἐκ τοῦ ψύχους. Ἡ Ἐπιτροπὴ ἐπισκέφθη τὸν Γενικὸν Διοικητὴν καὶ ἐξέθεσεν τὰ παράπονα τῶν διδασκάλων. Ὁ κ. Γενικὸς Διοικητὴς ὑπεσχέθη ὅτι θὰ μεσολαβήσῃ παρὰ τῷ Ὑπουργείῳ. Συνεχίζεται δὲ ἡ προσπάθεια τοῦ Συλλόγου πρὸς βελτίωσιν τῆς ἐκπαιδεύσεως. Ἡ πραγματικότης ὅμως εἶναι ὅτι αἱ δηλώσεις δὲν συμβαδίζουν πάντοτε μὲ τὰ ἔργα. Πολλὰ ὑποσχέθησαν καὶ ὀλίγα ἐγένοντο. Εἶναι καιρὸς νὰ δοθῇ ἡ προσήκουσα προσοχὴ εἰς τὴν λαϊκὴν ἐκπαίδευσιν, ἡ ὁποία ἀποτελεῖ τὸ θεμέλιον τῆς ἐθνικῆς προόδου. Ὁ κ. Γεν. Ἐπιθεωρητής ἐδήλωσεν ὅτι ἡ κατάστασις θὰ βελτιωθῇ ἐντὸς ὀλίγου. bbox=[756, 142, 965, 515]
trapeza-subtitle-2: ΙΔΡΥΘΕΙΣΑ ΤΩ 1924 bbox=[1099, 1159, 1212, 1172]
sport-left bbox=[296, 52, 516, 292]
mikres-body bbox=[296, 947, 744, 1131]
kallitexnia-title: ΚΑΛΛΙΤΕΧΝΙΑ bbox=[34, 642, 130, 659]
chrimatistirio-title: ΧΡΗΜΑΤΙΣΤΗΡΙΟΝ ΑΘΗΝΩΝ bbox=[1358, 1163, 1558, 1178]
stigmes-title: ΤΗΣ ΣΤΙΓΜΗΣ bbox=[34, 161, 283, 193]
koin-text: Ἐκτίθεται διὰ πλειοδοτικῆς δημοπρασίας ἡ ἐκμίσθωσις τῶν κοινοτικῶν βοσκοτόπων τῆς κοινότητος Στεφανινῶν ἐπὶ τριετίαν. Ἡ δημοπρασία θὰ ἐνεργηθῇ τὴν 18 Δεκεμβρίου ἡμέραν Κυριακὴν καὶ ὥραν 11 π.μ. εἰς τὸ κοινοτικὸν κατάστημα. Πλειοδότης ὀφείλει νὰ καταθέσῃ ἐγγύησιν. bbox=[526, 760, 744, 872]
kyries-subtitle: Ἐπισκεφθῆτε τὸ Κατάστημα Γυναικείων bbox=[328, 735, 481, 760]
damianidis-spec: ΜΑΙΕΥΤΗΡ-ΓΥΝΑΙΚΟΛΟΓΟΣ bbox=[1071, 1313, 1240, 1326]
table-cell-value: 75.75 bbox=[1536, 1194, 1568, 1208]
gegonota-item-title: ΑΠΟΝΕΙΡΑ ΑΥΤΟΚΤΟΝΙΑΣ bbox=[1367, 252, 1549, 267]
quote-source: (Ἐκ τοῦ Γραφείου Γεν. Δημοσιεύσεως, Στοὰ Ἀγ. Μηνᾶ) bbox=[46, 122, 271, 146]
trapeza-text: Ἐνεργεῖ πάσας τὰς τραπεζικὰς ἐργασίας. Καταστήματα: Ἀθῆναι, Βόλος, Λάρισα, Θεσσαλονίκη, Τρίκαλα, Καρδίτσα, Λαμία. Τοκίζει καταθέσεις ὄψεως καὶ προθεσμίας μὲ τοὺς καλυτέρους ὅρους. bbox=[986, 1214, 1325, 1264]
theleté-ad: ΘΕΛΕΤΕ bbox=[591, 1088, 679, 1114]
quote-text: Μὴ λησμονεῖτε, ὅτι τὴν ρεκλάμα σας δὲν θὰ τὴν πληρώσετε οὐτε σεῖς οὐτε ὁ πελάτης σας, ἀλλὰ ὁ ἀνταγωνιστής σας. Ἡ ρεκλάμα εἶναι ἡ πηγὴ ἀπὸ τὴν ὁποίαν ἀντλεῖ πᾶσα ἐπιχείρησις. bbox=[42, 60, 276, 121]
sport-right bbox=[522, 52, 742, 292]
trapeza-capital-table bbox=[986, 1172, 1325, 1215]
column-4 bbox=[972, 52, 1340, 2202]
gegonota-list bbox=[1346, 89, 1570, 876]
gegonota-item-title: ΑΦΟΥ ΗΤΟ ΤΟΣΟ ΚΟΝΤΑ bbox=[1372, 763, 1544, 778]
kairos-title: Ὁ καιρός bbox=[227, 427, 283, 440]
emporiki-text: Εἰς τὴν ἀγορὰν τῶν σιτηρῶν ἐσημειώθη ζωηρὰ κίνησις. Αἱ τιμαὶ τοῦ σίτου παρέμειναν σταθεραί. Ὁ ἀραβόσιτος ἐπωλήθη πρὸς 3.40—3.50 δρχ. Ἡ κριθὴ πρὸς 2.90—3.00 δρχ. κατ' ὀκᾶν. bbox=[1346, 1265, 1570, 1328]
gegonota-item-text: Ἀπεστάλη εἰς τὴν Κοινότητα Καλαμπάκας ἡ ἐπιταγὴ διὰ τὴν ἀνοικοδόμησιν τῶν πυροπαθῶν οἰκιῶν. bbox=[1346, 723, 1570, 761]
masthead bbox=[28, 12, 1576, 42]
